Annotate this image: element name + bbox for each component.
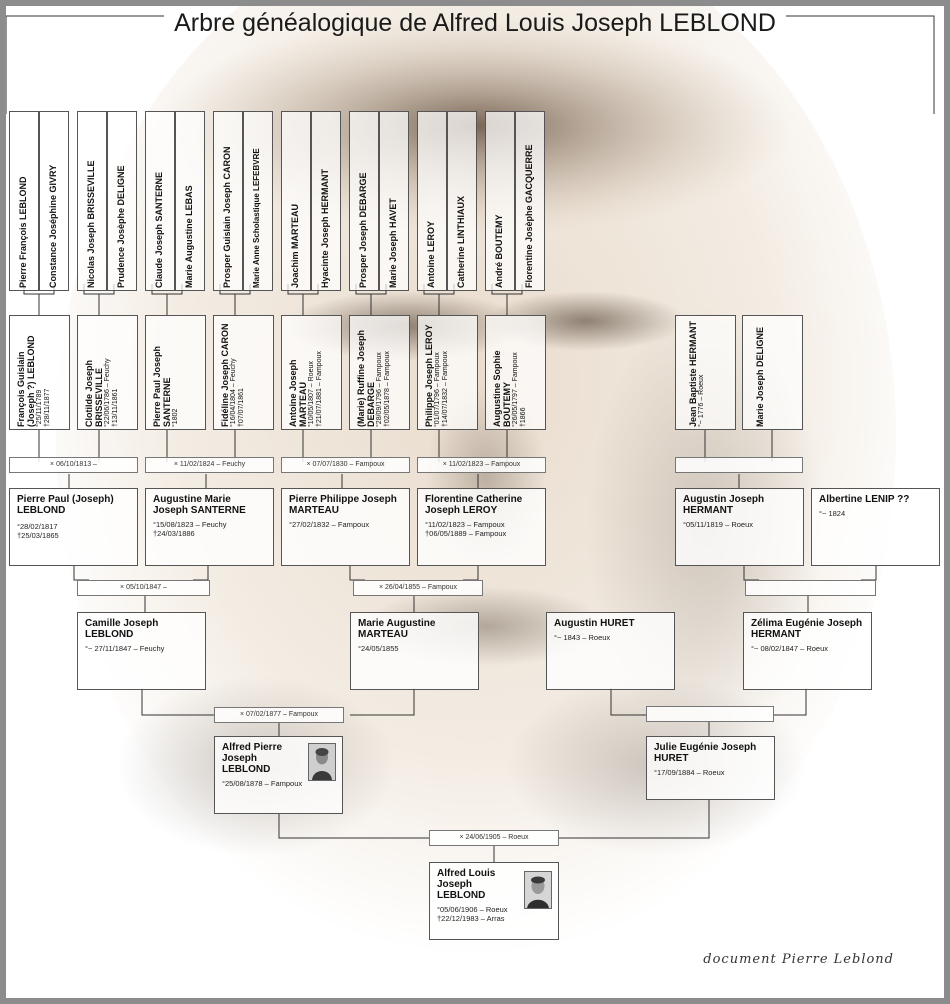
birth-date: °17/09/1884 – Roeux [654,768,725,777]
person-box [417,111,447,291]
person-name: Nicolas Joseph BRISSEVILLE [86,160,96,288]
marriage-bar: × 05/10/1847 – [77,580,210,596]
person-name: Marie Anne Scholastique LEFEBVRE [252,148,261,288]
person-name: Zélima Eugénie Joseph HERMANT [751,618,863,640]
person-box [213,111,243,291]
person-box [213,315,274,430]
death-date: †02/05/1878 – Fampoux [384,351,391,427]
death-date: †14/07/1832 – Fampoux [442,351,449,427]
person-name: Marie Joseph HAVET [388,198,398,288]
birth-date: °10/05/1807 – Roeux [308,361,315,427]
person-box [742,315,803,430]
birth-date: °~ 1843 – Roeux [554,633,611,642]
person-box [214,736,343,814]
person-name: Pierre Philippe Joseph MARTEAU [289,494,397,516]
birth-date: °25/08/1878 – Fampoux [222,779,303,788]
death-date: †21/07/1881 – Fampoux [316,351,323,427]
marriage-bar: × 11/02/1823 – Fampoux [417,457,546,473]
person-box [281,488,410,566]
person-box [107,111,137,291]
birth-date: °27/02/1832 – Fampoux [289,520,370,529]
person-box [9,111,39,291]
person-name: Fidéline Joseph CARON [220,323,230,427]
marriage-bar [745,580,876,596]
marriage-bar [675,457,803,473]
death-date: †06/05/1889 – Fampoux [425,529,507,538]
person-name: Marie Augustine MARTEAU [358,618,436,640]
person-name: Julie Eugénie Joseph HURET [654,742,757,764]
person-box [743,612,872,690]
person-box [350,612,479,690]
person-name: André BOUTEMY [494,214,504,288]
birth-date: °26/05/1797 – Fampoux [512,352,519,427]
root-person-box [429,862,559,940]
person-box [9,488,138,566]
birth-date: °01/07/1796 – Fampoux [434,352,441,427]
person-name: Augustine Marie Joseph SANTERNE [153,494,246,516]
person-name: Antoine LEROY [426,221,436,288]
person-box [485,315,546,430]
death-date: †07/07/1861 [238,388,245,427]
death-date: †13/11/1861 [112,388,119,427]
portrait-photo [524,871,552,909]
person-name: Jean Baptiste HERMANT [688,320,698,427]
person-name: Augustin Joseph HERMANT [683,494,765,516]
birth-date: °28/09/1796 – Fampoux [376,352,383,427]
person-box [349,315,410,430]
person-box [39,111,69,291]
birth-date: °1802 [172,408,179,427]
person-name: Pierre François LEBLOND [18,176,28,288]
person-box [175,111,205,291]
person-name: Marie Augustine LEBAS [184,185,194,288]
person-box [515,111,545,291]
person-name: Joachim MARTEAU [290,203,300,288]
person-box [417,315,478,430]
person-name: Florentine Catherine Joseph LEROY [425,494,523,516]
person-box [349,111,379,291]
person-box [9,315,70,430]
person-name: Marie Joseph DELIGNE [755,326,765,427]
person-name: Prosper Guislain Joseph CARON [222,146,232,288]
person-name: Alfred Pierre Joseph LEBLOND [222,742,283,775]
person-box [77,315,138,430]
death-date: †22/12/1983 – Arras [437,914,505,923]
person-box [417,488,546,566]
birth-date: °05/11/1819 – Roeux [683,520,753,529]
person-box [145,488,274,566]
person-box [77,612,206,690]
marriage-bar: × 26/04/1855 – Fampoux [353,580,483,596]
birth-date: °~ 08/02/1847 – Roeux [751,644,829,653]
person-name: Florentine Josèphe GACQUERRE [524,144,534,288]
birth-date: °~ 1824 [819,509,846,518]
marriage-bar: × 24/06/1905 – Roeux [429,830,559,846]
death-date: †28/11/1877 [44,388,51,427]
death-date: †25/03/1865 [17,531,59,540]
death-date: †1866 [520,407,527,427]
birth-date: °22/06/1786 – Feuchy [104,358,111,427]
person-box [675,488,804,566]
person-box [379,111,409,291]
birth-date: °05/06/1906 – Roeux [437,905,508,914]
birth-date: °~ 27/11/1847 – Feuchy [85,644,165,653]
person-name: Pierre Paul Joseph SANTERNE [152,345,172,427]
marriage-bar: × 07/07/1830 – Fampoux [281,457,410,473]
birth-date: °25/11/1789 [36,389,43,427]
person-name: Philippe Joseph LEROY [424,324,434,427]
person-name: Camille Joseph LEBLOND [85,618,159,640]
marriage-bar [646,706,774,722]
birth-date: °28/02/1817 [17,522,58,531]
person-box [145,111,175,291]
portrait-photo [308,743,336,781]
person-box [485,111,515,291]
person-box [546,612,675,690]
person-box [281,111,311,291]
person-name: Constance Joséphine GIVRY [48,164,58,288]
birth-date: °15/08/1823 – Feuchy [153,520,227,529]
page-title: Arbre généalogique de Alfred Louis Joseph LEBLOND [174,9,776,37]
person-name: Augustine Sophie BOUTEMY [492,350,512,427]
person-box [243,111,273,291]
person-box [675,315,736,430]
death-date: †24/03/1886 [153,529,195,538]
marriage-bar: × 06/10/1813 – [9,457,138,473]
birth-date: °~ 1776 – Roeux [698,374,705,427]
tree-frame [6,6,944,998]
person-name: Alfred Louis Joseph LEBLOND [437,868,496,901]
birth-date: °11/02/1823 – Fampoux [425,520,505,529]
person-name: François Guislain (Joseph ?) LEBLOND [16,335,36,427]
person-name: Augustin HURET [554,618,635,629]
person-box [646,736,775,800]
person-box [77,111,107,291]
person-name: Catherine LINTHIAUX [456,195,466,288]
person-box [811,488,940,566]
marriage-bar: × 07/02/1877 – Fampoux [214,707,344,723]
person-name: Pierre Paul (Joseph) LEBLOND [17,494,114,516]
birth-date: °24/05/1855 [358,644,399,653]
person-name: Albertine LENIP ?? [819,494,910,505]
person-box [281,315,342,430]
person-name: Prosper Joseph DEBARGE [358,172,368,288]
person-name: Prudence Josèphe DELIGNE [116,165,126,288]
person-name: Claude Joseph SANTERNE [154,171,164,288]
person-name: Antoine Joseph MARTEAU [288,359,308,427]
person-box [311,111,341,291]
document-credit: document Pierre Leblond [703,952,894,967]
person-box [145,315,206,430]
person-name: (Marie) Ruffine Joseph DEBARGE [356,329,376,427]
person-box [447,111,477,291]
marriage-bar: × 11/02/1824 – Feuchy [145,457,274,473]
birth-date: °16/04/1804 – Feuchy [230,358,237,427]
person-name: Hyacinte Joseph HERMANT [320,168,330,288]
person-name: Clotilde Joseph BRISSEVILLE [84,359,104,427]
